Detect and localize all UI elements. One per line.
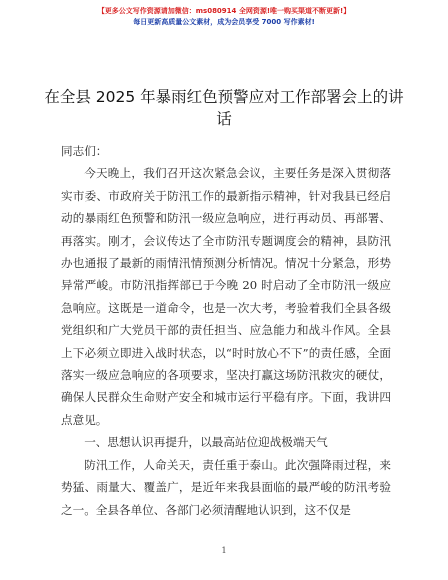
greeting: 同志们：: [61, 144, 108, 158]
promo-banner: [0, 6, 448, 28]
document-body: [61, 140, 391, 521]
promo-line-2: 每日更新高质量公文素材，成为会员享受 7000 写作素材!: [133, 18, 315, 26]
paragraph-intro: 今天晚上，我们召开这次紧急会议，主要任务是深入贯彻落实市委、市政府关于防汛工作的最新指示精神，针对我县已经启动的暴雨红色预警和防汛一级应急响应，进行再动员、再部署、再落实。刚才，会议传达了全市防汛专题调度会的精神，县防汛办也通报了最新的雨情汛情预测分析情况。情况十分紧急，形势异常严峻。市防汛指挥部已于今晚 20 时启动了全市防汛一级应急响应。这既是一道命令，也是一次大考，考验着我们全县各级党组织和广大党员干部的责任担当、应急能力和战斗作风。全县上下必须立即进入战时状态，以“时时放心不下”的责任感，全面落实一级应急响应的各项要求，坚决打赢这场防汛救灾的硬仗，确保人民群众生命财产安全和城市运行平稳有序。下面，我讲四点意见。: [61, 166, 391, 427]
document-title: 在全县 2025 年暴雨红色预警应对工作部署会上的讲话: [44, 88, 404, 128]
page-number: 1: [221, 546, 227, 555]
paragraph-section-1: 防汛工作，人命关天，责任重于泰山。此次强降雨过程，来势猛、雨量大、覆盖广，是近年来我县面临的最严峻的防汛考验之一。全县各单位、各部门必须清醒地认识到，这不仅是: [61, 457, 391, 517]
promo-line-1: 【更多公文写作资源请加微信：ms080914 全网资源!唯一购买渠道不断更新!】: [97, 7, 351, 15]
section-heading-1: 一、思想认识再提升，以最高站位迎战极端天气: [84, 435, 328, 450]
